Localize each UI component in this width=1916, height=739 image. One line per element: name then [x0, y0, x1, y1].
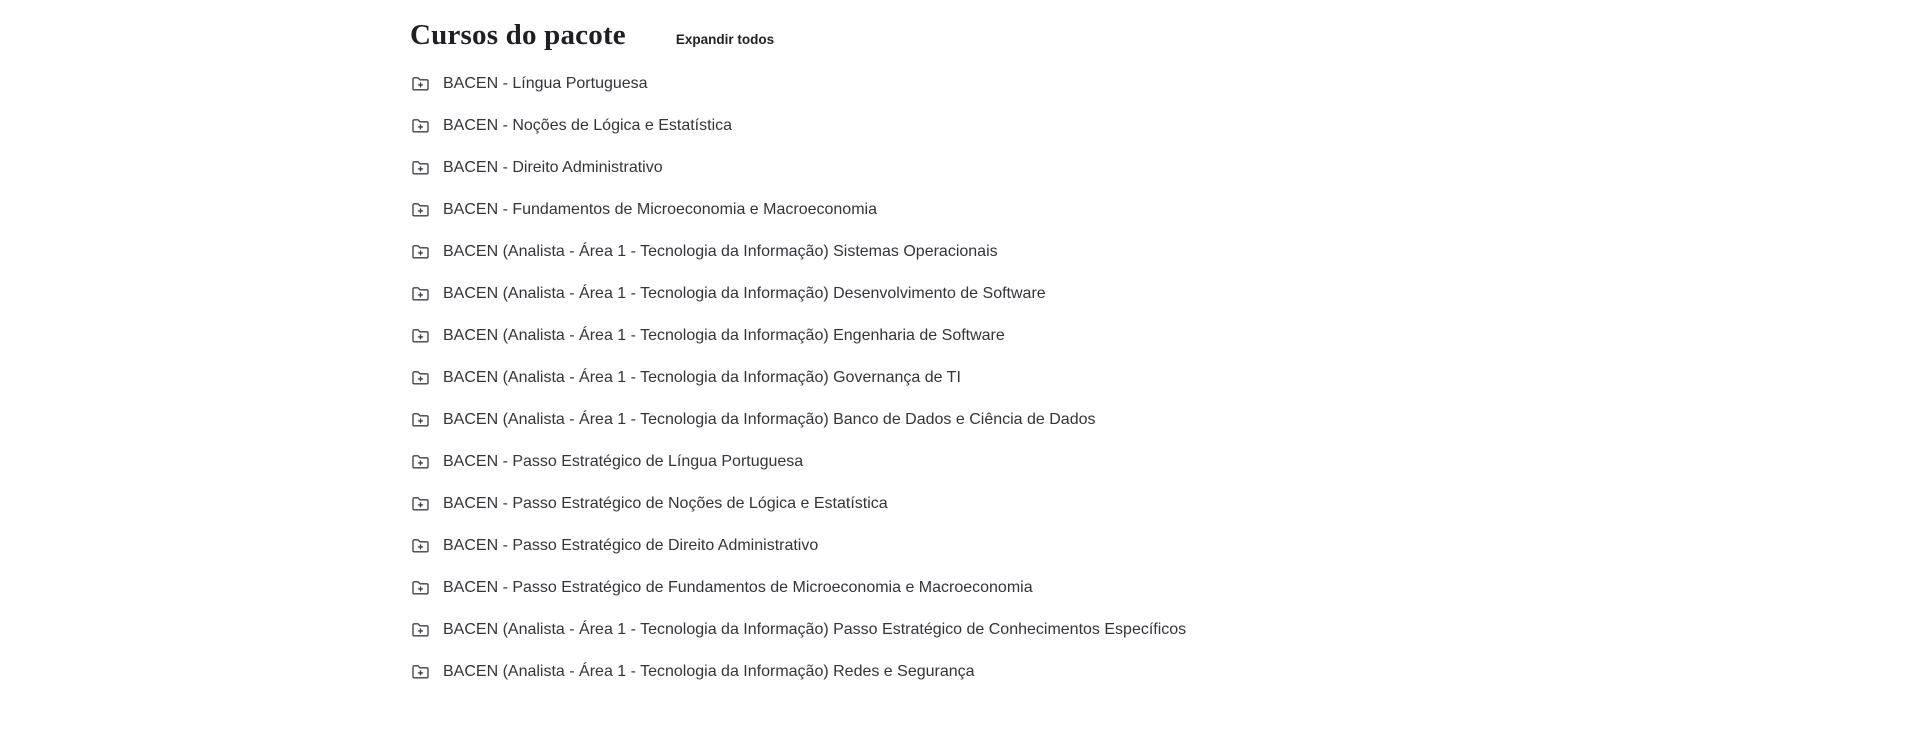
course-row[interactable] [410, 63, 1810, 105]
course-row[interactable] [410, 399, 1810, 441]
course-row[interactable] [410, 483, 1810, 525]
folder-plus-icon [410, 74, 431, 94]
course-title: BACEN (Analista - Área 1 - Tecnologia da Informação) Governança de TI [443, 369, 961, 386]
course-row[interactable] [410, 651, 1810, 693]
course-title: BACEN (Analista - Área 1 - Tecnologia da Informação) Passo Estratégico de Conhecimentos Específicos [443, 621, 1187, 638]
folder-plus-icon [410, 452, 431, 472]
course-row[interactable] [410, 567, 1810, 609]
course-row[interactable] [410, 357, 1810, 399]
course-row[interactable] [410, 189, 1810, 231]
folder-plus-icon [410, 410, 431, 430]
folder-plus-icon [410, 662, 431, 682]
course-title: BACEN - Passo Estratégico de Noções de Lógica e Estatística [443, 495, 888, 512]
course-row[interactable] [410, 105, 1810, 147]
folder-plus-icon [410, 578, 431, 598]
folder-plus-icon [410, 368, 431, 388]
course-title: BACEN (Analista - Área 1 - Tecnologia da Informação) Engenharia de Software [443, 327, 1005, 344]
course-list [410, 63, 1810, 693]
folder-plus-icon [410, 326, 431, 346]
course-title: BACEN (Analista - Área 1 - Tecnologia da Informação) Banco de Dados e Ciência de Dados [443, 411, 1096, 428]
course-title: BACEN - Direito Administrativo [443, 159, 663, 176]
course-title: BACEN - Fundamentos de Microeconomia e Macroeconomia [443, 201, 877, 218]
course-row[interactable] [410, 315, 1810, 357]
course-title: BACEN (Analista - Área 1 - Tecnologia da Informação) Sistemas Operacionais [443, 243, 998, 260]
course-row[interactable] [410, 147, 1810, 189]
course-title: BACEN - Passo Estratégico de Fundamentos de Microeconomia e Macroeconomia [443, 579, 1033, 596]
course-row[interactable] [410, 441, 1810, 483]
course-title: BACEN (Analista - Área 1 - Tecnologia da Informação) Desenvolvimento de Software [443, 285, 1046, 302]
folder-plus-icon [410, 494, 431, 514]
folder-plus-icon [410, 158, 431, 178]
course-row[interactable] [410, 273, 1810, 315]
expand-all-button[interactable]: Expandir todos [675, 32, 775, 47]
course-title: BACEN - Língua Portuguesa [443, 75, 648, 92]
folder-plus-icon [410, 200, 431, 220]
course-title: BACEN - Noções de Lógica e Estatística [443, 117, 733, 134]
course-row[interactable] [410, 609, 1810, 651]
course-row[interactable] [410, 525, 1810, 567]
folder-plus-icon [410, 284, 431, 304]
package-courses-section [410, 18, 1810, 693]
course-row[interactable] [410, 231, 1810, 273]
course-title: BACEN (Analista - Área 1 - Tecnologia da Informação) Redes e Segurança [443, 663, 975, 680]
course-title: BACEN - Passo Estratégico de Direito Administrativo [443, 537, 819, 554]
course-title: BACEN - Passo Estratégico de Língua Portuguesa [443, 453, 804, 470]
folder-plus-icon [410, 536, 431, 556]
page-title: Cursos do pacote [410, 19, 626, 51]
section-header [410, 18, 1810, 53]
folder-plus-icon [410, 116, 431, 136]
folder-plus-icon [410, 242, 431, 262]
folder-plus-icon [410, 620, 431, 640]
